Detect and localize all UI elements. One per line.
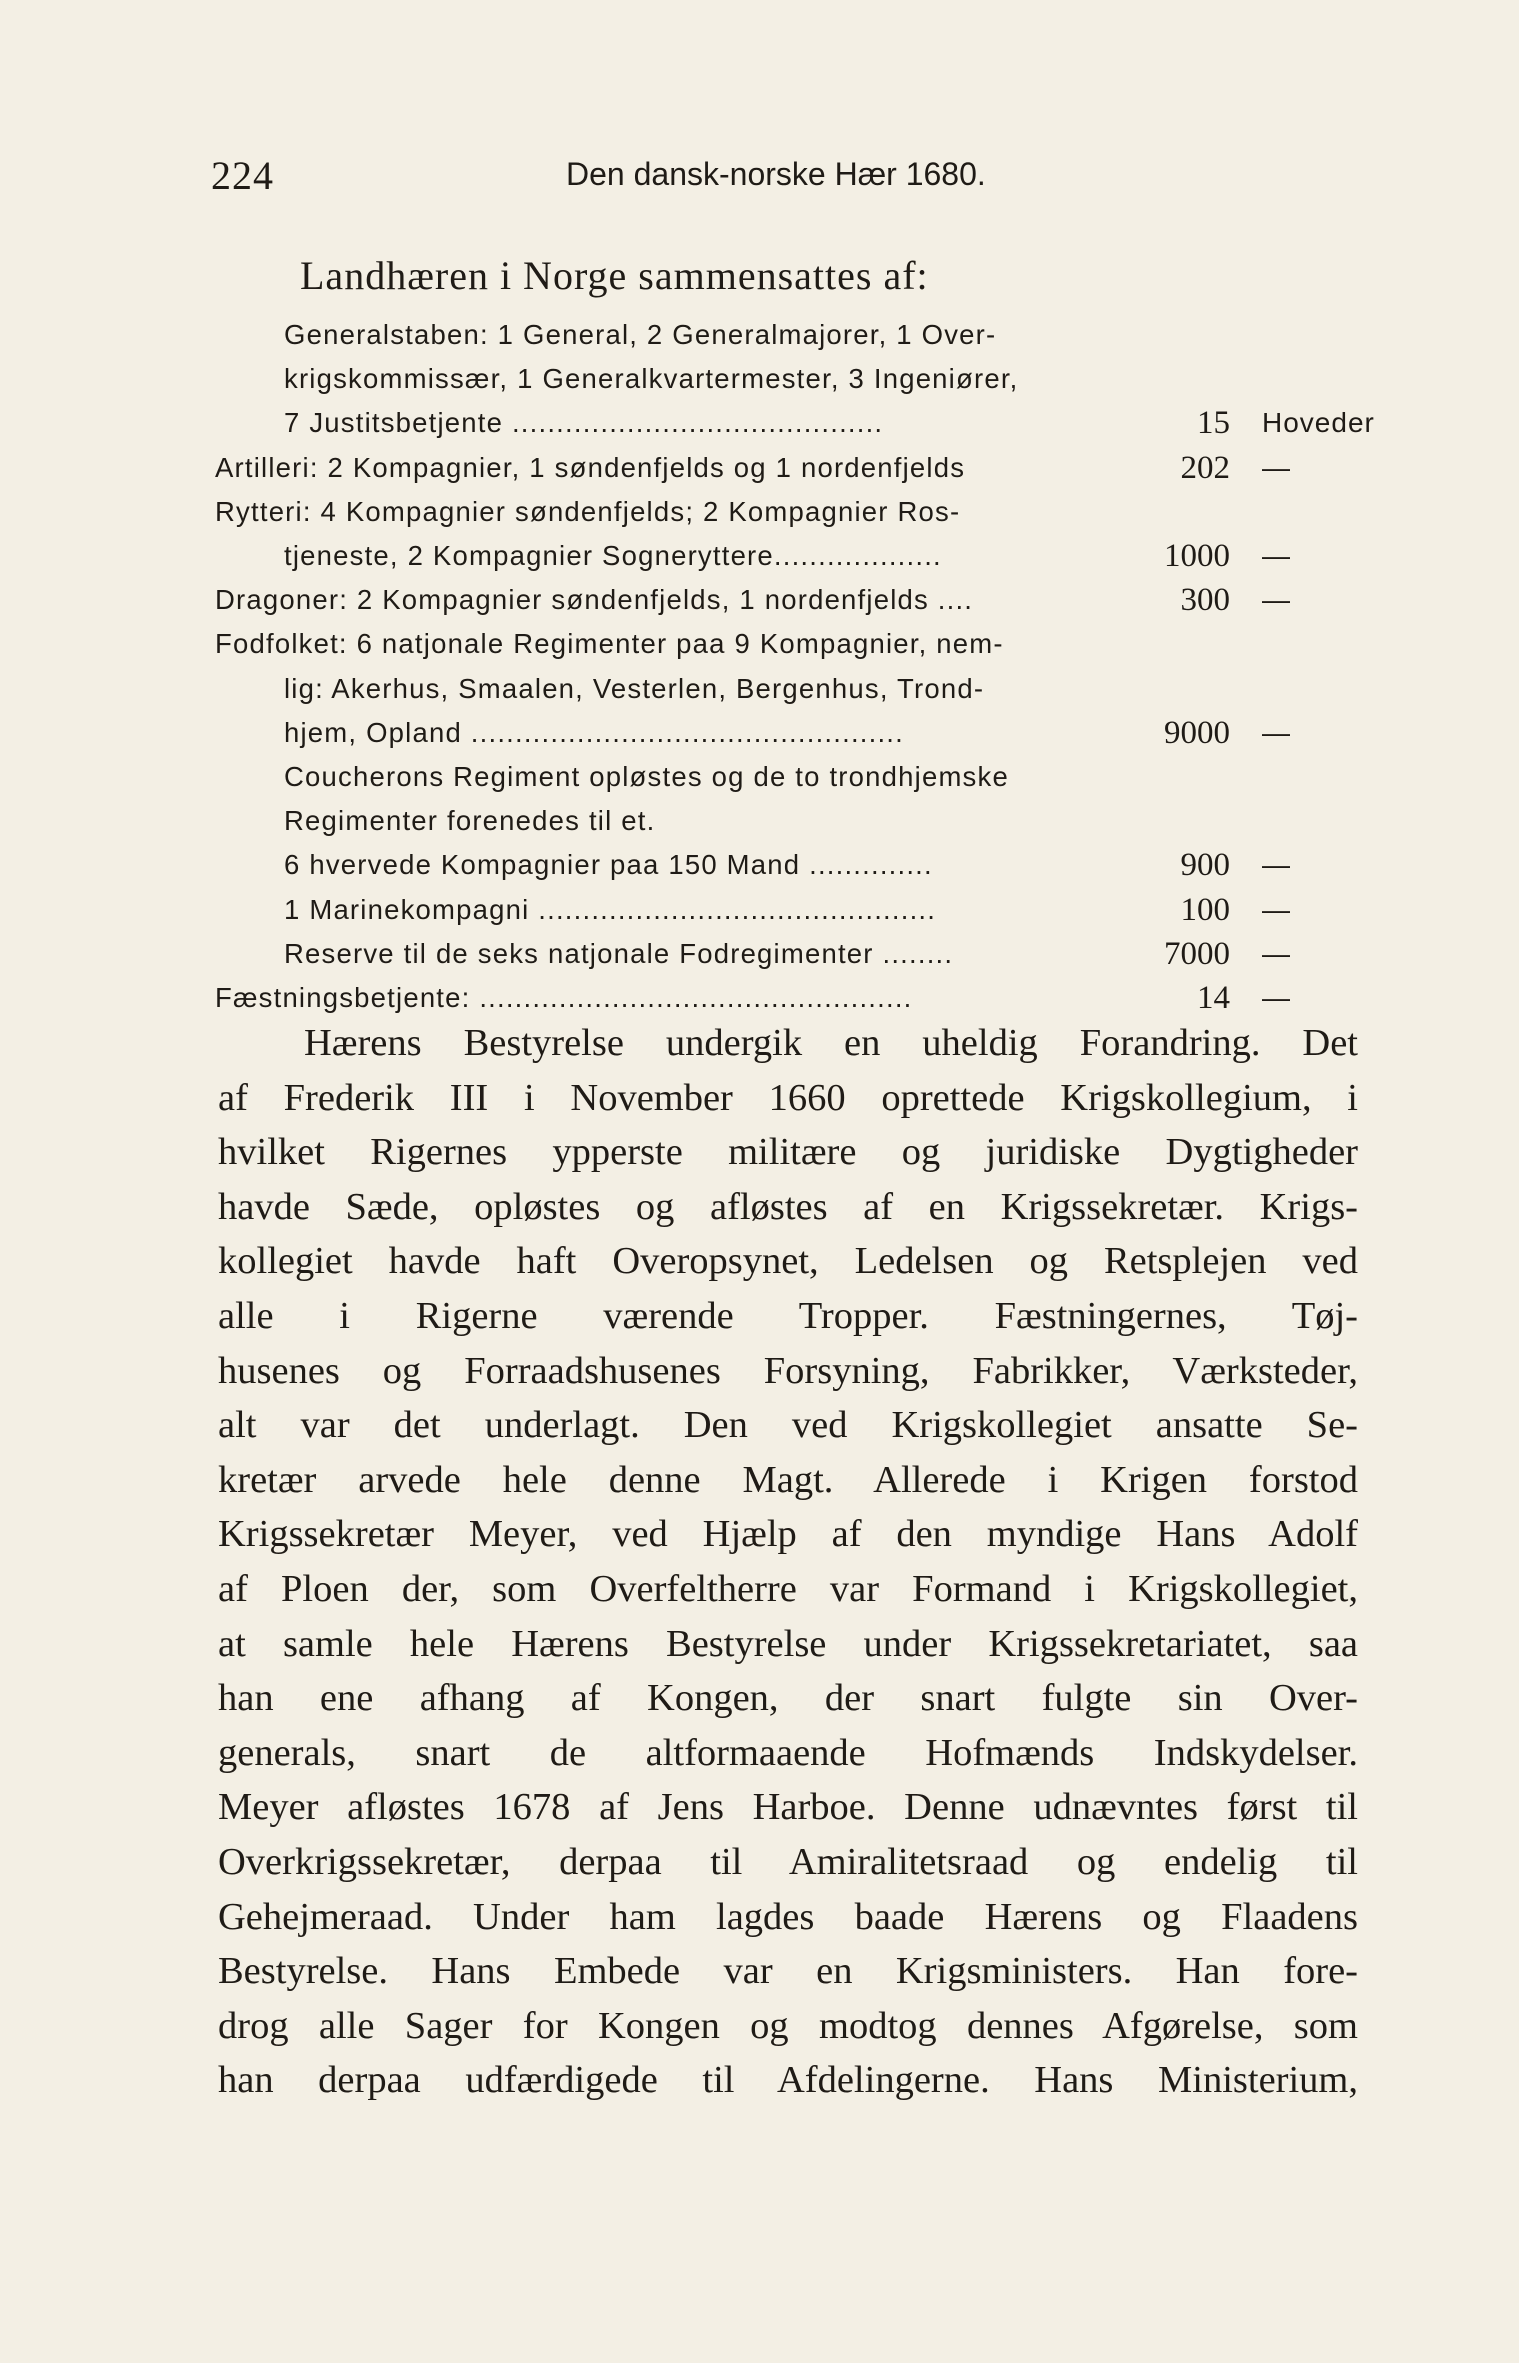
table-line: Reserve til de seks natjonale Fodregimenter ........ xyxy=(284,937,954,969)
body-line: hvilket Rigernes ypperste militære og juridiske Dygtigheder xyxy=(218,1131,1358,1174)
table-count: 1000 xyxy=(1164,538,1230,574)
table-line: krigskommissær, 1 Generalkvartermester, 3 Ingeniører, xyxy=(284,363,1019,395)
body-line: husenes og Forraadshusenes Forsyning, Fabrikker, Værksteder, xyxy=(218,1349,1358,1392)
table-count: 300 xyxy=(1180,582,1230,619)
table-count: 100 xyxy=(1180,891,1230,928)
table-unit: — xyxy=(1262,982,1291,1013)
table-line: hjem, Opland ................................................. xyxy=(284,716,904,748)
table-line: Regimenter forenedes til et. xyxy=(284,805,656,837)
body-line: drog alle Sager for Kongen og modtog dennes Afgørelse, som xyxy=(218,2004,1358,2047)
body-line: af Ploen der, som Overfeltherre var Formand i Krigskollegiet, xyxy=(218,1567,1358,1610)
table-unit: Hoveder xyxy=(1262,407,1375,439)
body-line: kretær arvede hele denne Magt. Allerede i Krigen forstod xyxy=(218,1458,1358,1501)
body-line: kollegiet havde haft Overopsynet, Ledelsen og Retsplejen ved xyxy=(218,1240,1358,1283)
body-line: han derpaa udfærdigede til Afdelingerne. Hans Ministerium, xyxy=(218,2059,1358,2102)
table-line: Dragoner: 2 Kompagnier søndenfjelds, 1 nordenfjelds .... xyxy=(215,584,974,616)
table-count: 900 xyxy=(1180,847,1230,884)
table-line: 1 Marinekompagni ............................................. xyxy=(284,893,937,925)
table-unit: — xyxy=(1262,540,1291,571)
body-paragraph xyxy=(218,1016,1358,2108)
table-count: 14 xyxy=(1197,980,1230,1016)
table-unit: — xyxy=(1262,716,1291,748)
table-unit: — xyxy=(1262,849,1291,881)
table-line: Fodfolket: 6 natjonale Regimenter paa 9 Kompagnier, nem- xyxy=(215,628,1004,660)
body-line: generals, snart de altformaaende Hofmænds Indskydelser. xyxy=(218,1731,1358,1774)
table-count: 202 xyxy=(1180,449,1230,486)
table-line: Rytteri: 4 Kompagnier søndenfjelds; 2 Kompagnier Ros- xyxy=(215,495,961,527)
table-line: Coucherons Regiment opløstes og de to trondhjemske xyxy=(284,761,1009,792)
page-number: 224 xyxy=(211,153,274,198)
body-line: Meyer afløstes 1678 af Jens Harboe. Denne udnævntes først til xyxy=(218,1786,1358,1829)
table-line: tjeneste, 2 Kompagnier Sogneryttere................... xyxy=(284,540,942,571)
table-line: Artilleri: 2 Kompagnier, 1 søndenfjelds og 1 nordenfjelds xyxy=(215,451,966,483)
body-line: af Frederik III i November 1660 oprettede Krigskollegium, i xyxy=(218,1076,1358,1119)
table-line: lig: Akerhus, Smaalen, Vesterlen, Bergenhus, Trond- xyxy=(284,672,985,704)
page-header xyxy=(211,152,1331,202)
table-line: 6 hvervede Kompagnier paa 150 Mand .............. xyxy=(284,849,933,881)
table-count: 9000 xyxy=(1164,714,1230,751)
body-line: han ene afhang af Kongen, der snart fulgte sin Over- xyxy=(218,1677,1358,1720)
table-unit: — xyxy=(1262,451,1291,483)
table-unit: — xyxy=(1262,584,1291,616)
table-unit: — xyxy=(1262,937,1291,969)
table-heading: Landhæren i Norge sammensattes af: xyxy=(300,253,929,298)
body-line: Overkrigssekretær, derpaa til Amiralitetsraad og endelig til xyxy=(218,1840,1358,1883)
body-line: Bestyrelse. Hans Embede var en Krigsministers. Han fore- xyxy=(218,1950,1358,1993)
table-line: 7 Justitsbetjente .......................................... xyxy=(284,407,884,439)
table-count: 7000 xyxy=(1164,935,1230,972)
body-line: alle i Rigerne værende Tropper. Fæstningernes, Tøj- xyxy=(218,1294,1358,1337)
body-line: alt var det underlagt. Den ved Krigskollegiet ansatte Se- xyxy=(218,1404,1358,1447)
body-line: at samle hele Hærens Bestyrelse under Krigssekretariatet, saa xyxy=(218,1622,1358,1665)
body-line: havde Sæde, opløstes og afløstes af en Krigssekretær. Krigs- xyxy=(218,1185,1358,1228)
table-unit: — xyxy=(1262,893,1291,925)
body-line: Gehejmeraad. Under ham lagdes baade Hærens og Flaadens xyxy=(218,1895,1358,1938)
table-count: 15 xyxy=(1197,405,1230,442)
table-line: Generalstaben: 1 General, 2 Generalmajorer, 1 Over- xyxy=(284,319,997,350)
body-line: Krigssekretær Meyer, ved Hjælp af den myndige Hans Adolf xyxy=(218,1513,1358,1556)
table-line: Fæstningsbetjente: ................................................. xyxy=(215,982,913,1013)
body-line: Hærens Bestyrelse undergik en uheldig Forandring. Det xyxy=(304,1022,1358,1064)
running-title: Den dansk-norske Hær 1680. xyxy=(566,156,986,192)
